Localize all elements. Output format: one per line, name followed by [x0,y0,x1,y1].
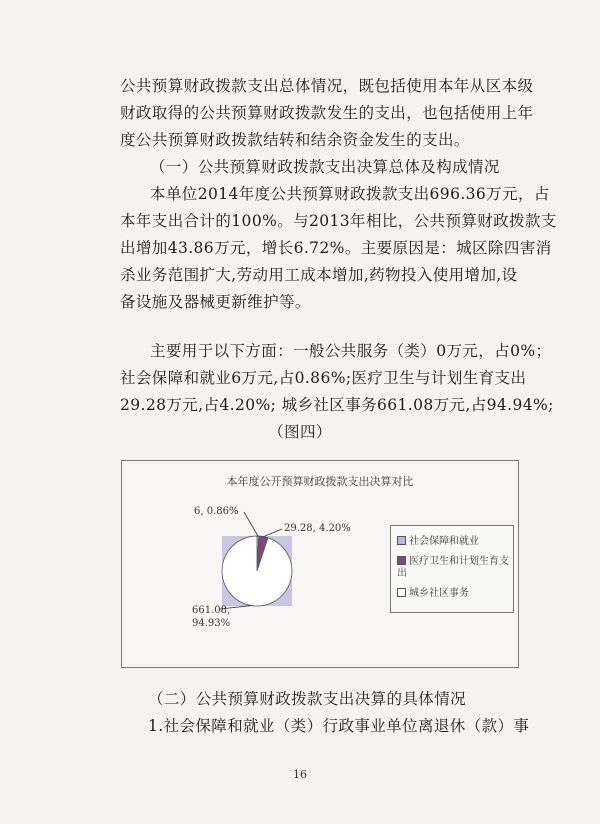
legend-label: 社会保障和就业 [409,536,479,547]
chart-legend [390,525,514,613]
pie-data-label-1: 6, 0.86% [194,506,239,517]
leader-line-2 [263,529,282,537]
legend-label: 医疗卫生和计划生育支出 [397,556,509,579]
section-line-1: （二）公共预算财政拨款支出决算的具体情况 [148,690,467,708]
pie-data-label-2: 29.28, 4.20% [284,523,351,534]
legend-swatch [397,556,406,565]
legend-item-medical-health [397,556,509,580]
leader-line-1 [244,512,258,536]
page-number: 16 [293,768,307,781]
text-line-6: 本年支出合计的100%。与2013年相比，公共预算财政拨款支 [120,212,557,230]
text-line-3: 度公共预算财政拨款结转和结余资金发生的支出。 [120,131,470,149]
legend-swatch [397,536,406,545]
text-line-11: 社会保障和就业6万元,占0.86%;医疗卫生与计划生育支出 [120,369,527,387]
text-line-9: 备设施及器械更新维护等。 [120,293,311,311]
pie-slice-3 [222,536,292,606]
pie-data-label-3: 661.08, 94.93% [192,605,231,629]
text-line-1: 公共预算财政拨款支出总体情况，既包括使用本年从区本级 [120,77,534,95]
text-line-10: 主要用于以下方面：一般公共服务（类）0万元，占0%； [150,342,552,360]
text-line-8: 杀业务范围扩大,劳动用工成本增加,药物投入使用增加,设 [120,266,518,284]
text-line-7: 出增加43.86万元，增长6.72%。主要原因是：城区除四害消 [120,239,552,257]
legend-swatch [397,588,406,597]
legend-label: 城乡社区事务 [409,588,469,599]
text-line-5: 本单位2014年度公共预算财政拨款支出696.36万元，占 [150,185,550,203]
text-line-13: （图四） [268,423,332,441]
pie-chart-figure [121,460,519,668]
chart-title: 本年度公开预算财政拨款支出决算对比 [226,475,414,488]
pie-slices [222,536,292,606]
text-line-12: 29.28万元,占4.20%; 城乡社区事务661.08万元,占94.94%; [120,396,554,414]
text-line-4: （一）公共预算财政拨款支出决算总体及构成情况 [150,158,500,176]
legend-item-urban-rural [397,588,509,600]
section-line-2: 1.社会保障和就业（类）行政事业单位离退休（款）事 [148,717,530,735]
text-line-2: 财政取得的公共预算财政拨款发生的支出，也包括使用上年 [120,104,534,122]
legend-item-social-security [397,536,509,548]
